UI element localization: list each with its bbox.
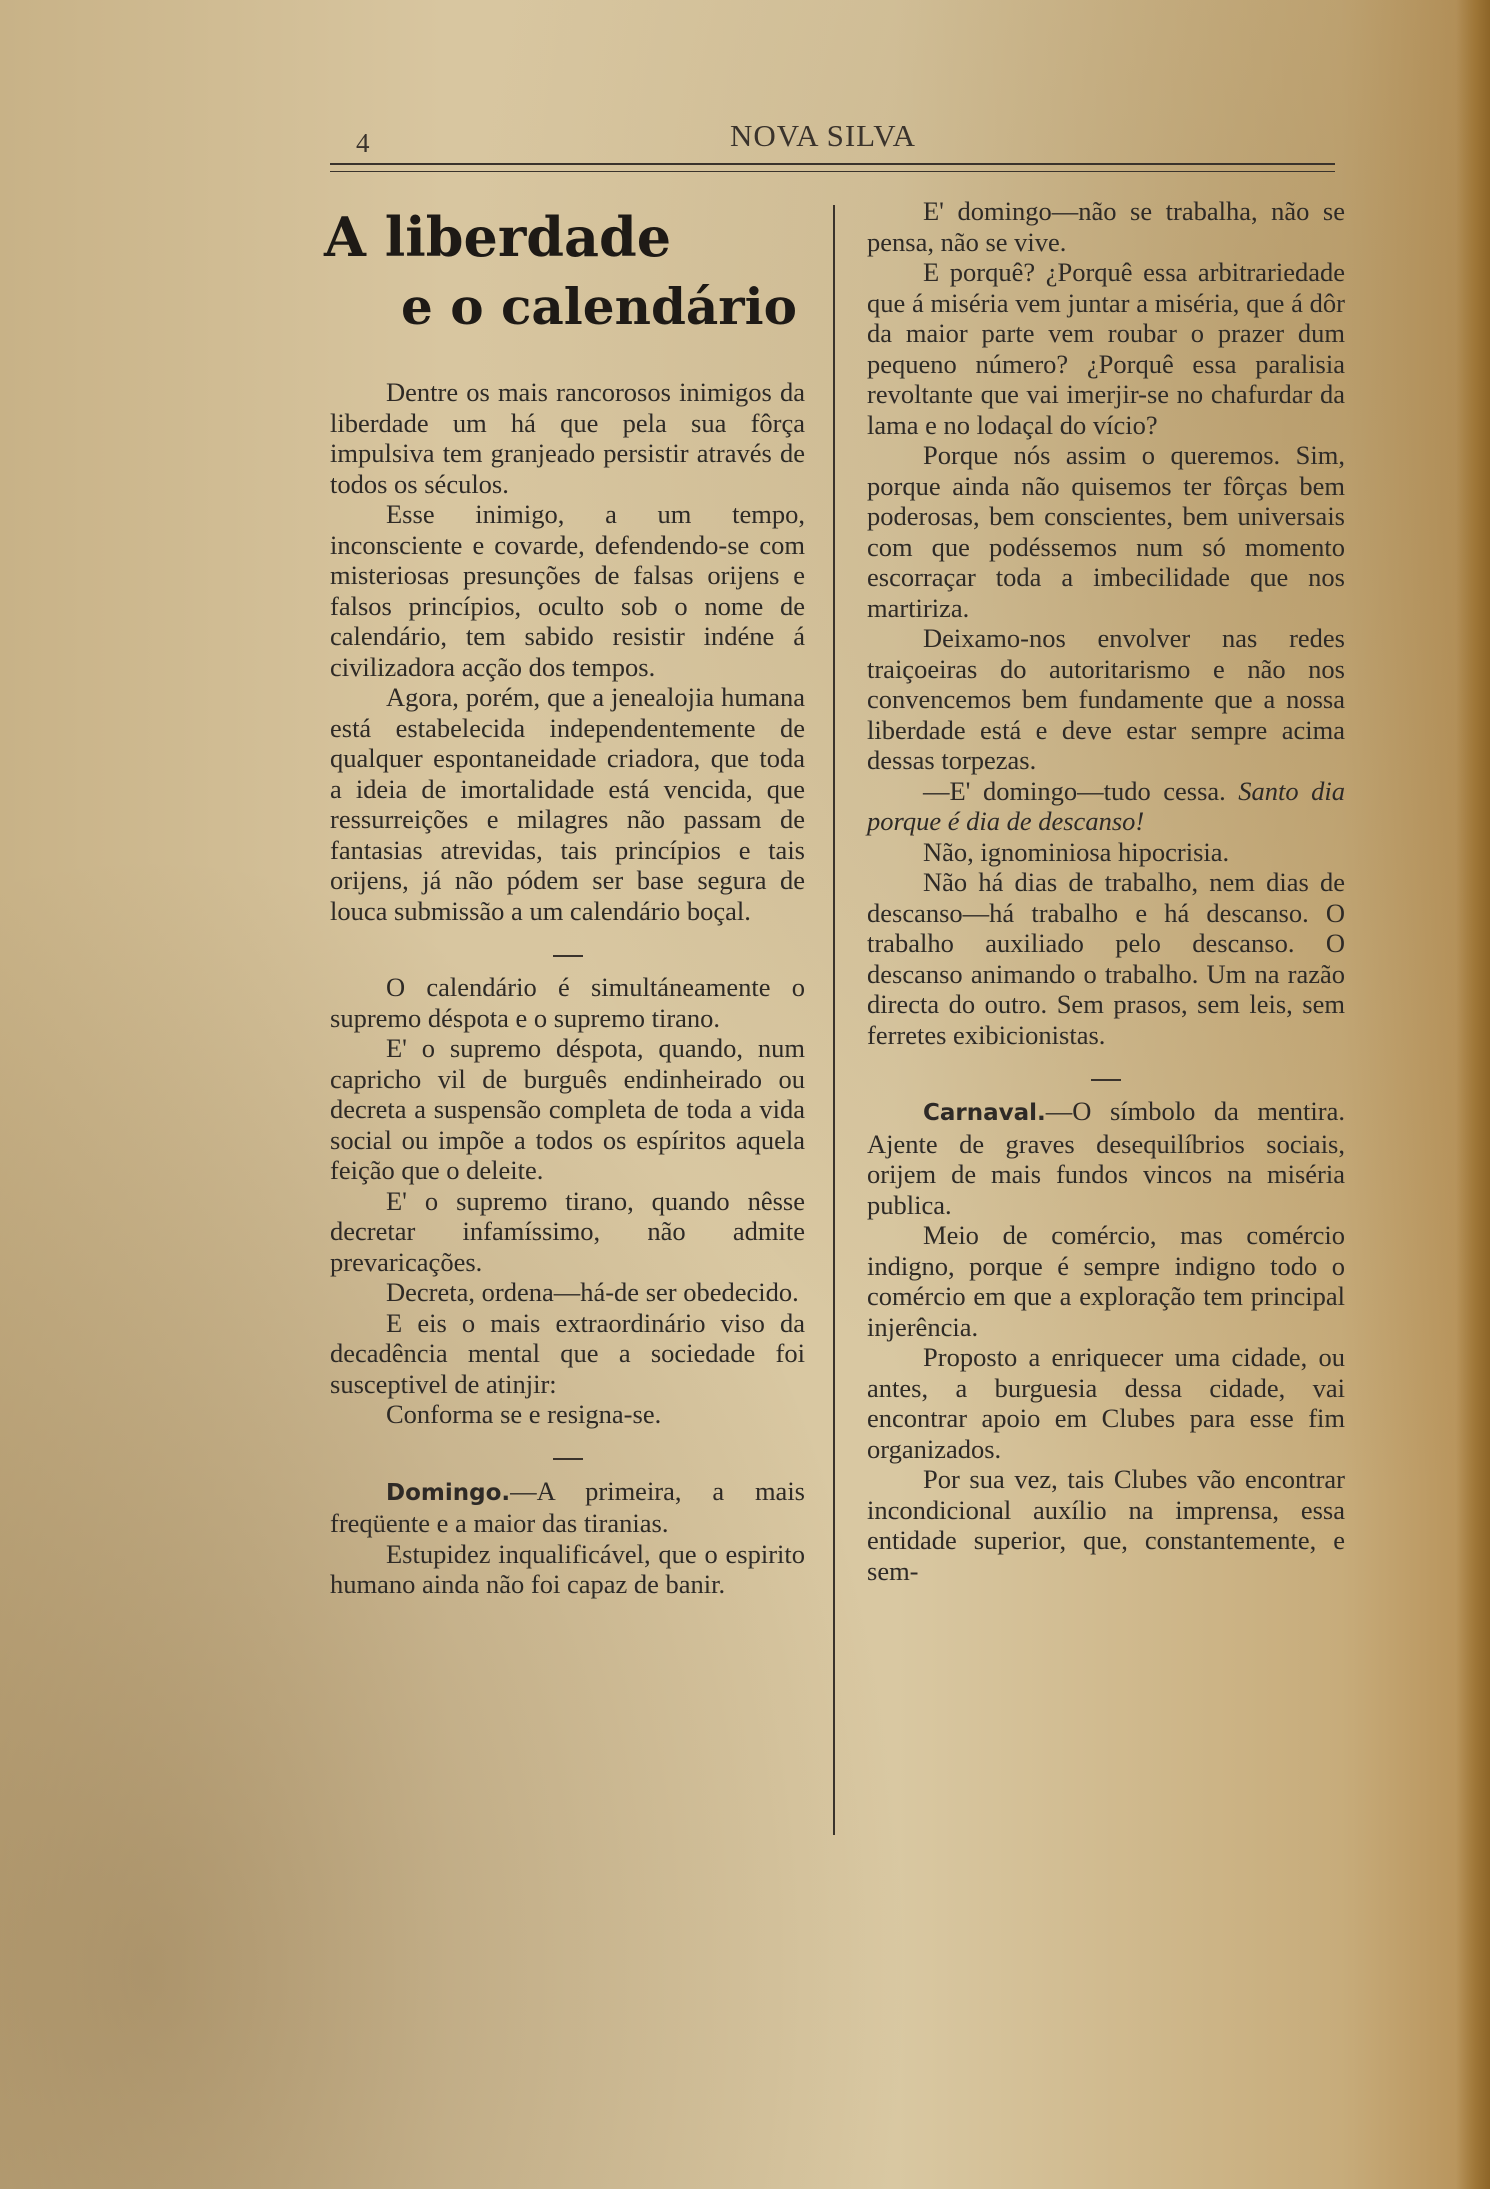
paragraph: Esse inimigo, a um tempo, inconsciente e covarde, defendendo-se com misteriosas presunções de falsas orijens e falsos princípios, oculto sob o nome de calendário, tem sabido resistir indéne á civilizadora acção dos tempos. (330, 499, 805, 682)
paragraph: Conforma se e resigna-se. (386, 1399, 662, 1429)
paragraph: E eis o mais extraordinário viso da decadência mental que a sociedade foi susceptivel de atinjir: (330, 1307, 805, 1399)
paragraph: Não há dias de trabalho, nem dias de descanso—há trabalho e há descanso. O trabalho auxiliado pelo descanso. O descanso animando o trabalho. Um na razão directa do outro. Sem prasos, sem leis, sem ferretes exibicionistas. (867, 867, 1345, 1050)
quote-italic: Santo dia porque é dia de descanso! (867, 775, 1345, 836)
page-edge-shading (1456, 0, 1490, 2189)
run-in-heading-carnaval: Carnaval. (923, 1100, 1046, 1126)
paragraph: Dentre os mais rancorosos inimigos da liberdade um há que pela sua fôrça impulsiva tem granjeado persistir através de todos os séculos. (330, 377, 805, 499)
paragraph: Por sua vez, tais Clubes vão encontrar incondicional auxílio na imprensa, essa entidade superior, que, constantemente, e sem- (867, 1464, 1345, 1586)
paragraph: Proposto a enriquecer uma cidade, ou antes, a burguesia dessa cidade, vai encontrar apoio em Clubes para esse fim organizados. (867, 1342, 1345, 1464)
paragraph: E porquê? ¿Porquê essa arbitrariedade que á miséria vem juntar a miséria, que á dôr da maior parte vem roubar o prazer dum pequeno número? ¿Porquê essa paralisia revoltante que vai imerjir-se no chafurdar da lama e no lodaçal do vício? (867, 257, 1345, 440)
paragraph-carnaval (867, 1096, 1345, 1220)
paragraph: O calendário é simultáneamente o supremo déspota e o supremo tirano. (330, 972, 805, 1033)
paragraph-text: —O símbolo da mentira. Ajente de graves desequilíbrios sociais, orijem de mais fundos vincos na miséria publica. (867, 1096, 1345, 1220)
paragraph: E' domingo—não se trabalha, não se pensa, não se vive. (867, 196, 1345, 257)
section-separator (867, 1062, 1345, 1082)
paragraph: Decreta, ordena—há-de ser obedecido. (386, 1277, 799, 1307)
paragraph: Agora, porém, que a jenealojia humana está estabelecida independentemente de qualquer espontaneidade criadora, que toda a ideia de imortalidade está vencida, que ressurreições e milagres não passam de fantasias atrevidas, tais princípios e tais orijens, já não pódem ser base segura de louca submissão a um calendário boçal. (330, 682, 805, 926)
publication-title: NOVA SILVA (730, 118, 917, 153)
paragraph: Deixamo-nos envolver nas redes traiçoeiras do autoritarismo e não nos convencemos bem fundamente que a nossa liberdade está e deve estar sempre acima dessas torpezas. (867, 623, 1345, 775)
paragraph: Não, ignominiosa hipocrisia. (923, 836, 1230, 867)
paragraph: E' o supremo déspota, quando, num capricho vil de burguês endinheirado ou decreta a suspensão completa de toda a vida social ou impõe a todos os espíritos aquela feição que o deleite. (330, 1033, 805, 1185)
left-column (324, 205, 805, 1600)
column-divider (833, 205, 835, 1835)
paragraph-quote (867, 776, 1345, 837)
section-separator (330, 938, 805, 958)
paragraph-domingo (330, 1476, 805, 1539)
paragraph: Porque nós assim o queremos. Sim, porque ainda não quisemos ter fôrças bem poderosas, bem conscientes, bem universais com que podéssemos num só momento escorraçar toda a imbecilidade que nos martiriza. (867, 440, 1345, 623)
header-rule (330, 163, 1335, 172)
paragraph: Meio de comércio, mas comércio indigno, porque é sempre indigno todo o comércio em que a exploração tem principal injerência. (867, 1220, 1345, 1342)
paragraph-text: —A primeira, a mais freqüente e a maior das tiranias. (330, 1475, 805, 1538)
section-separator (330, 1442, 805, 1462)
paragraph: Estupidez inqualificável, que o espirito humano ainda não foi capaz de banir. (330, 1538, 805, 1599)
article-title-line2: e o calendário (400, 277, 797, 336)
right-column (867, 196, 1345, 1586)
run-in-heading-domingo: Domingo. (386, 1479, 511, 1506)
quote-text: —E' domingo—tudo cessa. (923, 775, 1226, 806)
page-number: 4 (356, 128, 370, 158)
paragraph: E' o supremo tirano, quando nêsse decretar infamíssimo, não admite prevaricações. (330, 1185, 805, 1277)
article-title-line1: A liberdade (324, 205, 672, 269)
